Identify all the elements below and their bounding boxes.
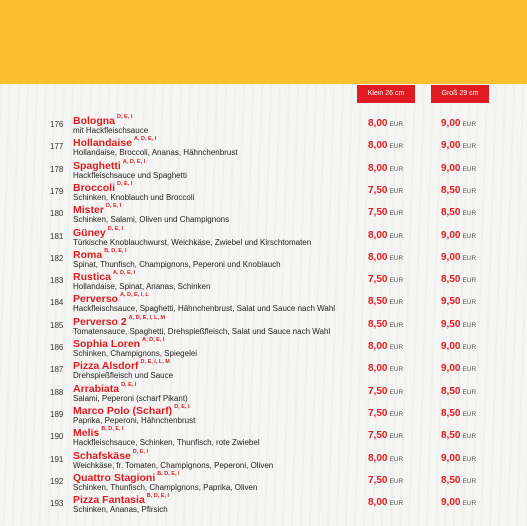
menu-item	[0, 494, 527, 516]
price-value: 8,00	[368, 452, 388, 464]
item-description: Hollandaise, Broccoli, Ananas, Hähnchenbrust	[73, 148, 238, 158]
column-header-small: Klein 26 cm	[357, 85, 415, 103]
price-currency: EUR	[389, 388, 404, 396]
item-price-small	[368, 363, 403, 374]
price-value: 9,00	[441, 497, 461, 509]
price-currency: EUR	[389, 477, 404, 485]
item-number: 186	[50, 343, 64, 352]
price-value: 9,00	[441, 162, 461, 174]
item-description: Hackfleischsauce, Spaghetti, Hähnchenbrust, Salat und Sauce nach Wahl	[73, 304, 336, 314]
price-value: 8,50	[441, 407, 461, 419]
price-currency: EUR	[462, 187, 477, 195]
price-currency: EUR	[462, 210, 477, 218]
price-value: 8,00	[368, 497, 388, 509]
price-currency: EUR	[462, 500, 477, 508]
item-price-small	[368, 274, 403, 285]
price-value: 8,50	[441, 430, 461, 442]
menu-item	[0, 137, 527, 159]
item-price-small	[368, 319, 403, 330]
item-name-text: Perverso	[73, 293, 118, 306]
item-name-text: Mister	[73, 204, 104, 217]
item-description: Hackfleischsauce und Spaghetti	[73, 170, 187, 180]
price-currency: EUR	[462, 254, 477, 262]
price-currency: EUR	[389, 277, 404, 285]
item-price-small	[368, 296, 403, 307]
menu-item	[0, 160, 527, 182]
item-description: Schinken, Thunfisch, Champignons, Paprika, Oliven	[73, 482, 258, 492]
price-currency: EUR	[389, 433, 404, 441]
item-name-text: Spaghetti	[73, 159, 121, 172]
menu-item	[0, 271, 527, 293]
item-price-large	[441, 497, 476, 508]
item-name-text: Broccoli	[73, 181, 116, 194]
price-value: 8,00	[368, 341, 388, 352]
price-currency: EUR	[389, 410, 404, 418]
price-currency: EUR	[462, 410, 477, 418]
header-band	[0, 0, 527, 84]
item-description: Spinat, Thunfisch, Champignons, Peperoni und Knoblauch	[73, 259, 281, 269]
item-name-text: Arrabiata	[73, 382, 120, 395]
item-price-small	[368, 497, 403, 508]
price-value: 8,50	[368, 296, 388, 308]
item-name-text: Schafskäse	[73, 449, 131, 462]
menu-item	[0, 293, 527, 315]
item-allergens: D, E, I	[132, 448, 149, 455]
menu-item	[0, 405, 527, 427]
item-number: 190	[50, 432, 64, 442]
price-value: 7,50	[368, 184, 388, 196]
item-description: Türkische Knoblauchwurst, Weichkäse, Zwiebel und Kirschtomaten	[73, 237, 312, 247]
price-value: 9,00	[441, 251, 461, 263]
price-currency: EUR	[389, 165, 404, 173]
price-currency: EUR	[389, 210, 404, 218]
item-price-small	[368, 118, 403, 129]
item-number: 184	[50, 298, 64, 308]
price-value: 8,50	[441, 184, 461, 196]
item-price-small	[368, 230, 403, 241]
price-value: 7,50	[368, 474, 388, 486]
item-price-small	[368, 341, 403, 352]
price-value: 9,00	[441, 140, 461, 152]
item-price-large	[441, 140, 476, 151]
price-currency: EUR	[462, 433, 477, 441]
menu-item	[0, 427, 527, 449]
price-currency: EUR	[389, 321, 404, 329]
price-value: 7,50	[368, 430, 388, 442]
item-number: 176	[50, 120, 64, 129]
item-description: Schinken, Salami, Oliven und Champignons	[73, 215, 230, 225]
item-description: Tomatensauce, Spaghetti, Drehspießfleisch, Salat und Sauce nach Wahl	[73, 326, 331, 336]
price-currency: EUR	[389, 254, 404, 262]
item-name-text: Sophia Loren	[73, 338, 141, 350]
price-value: 9,50	[441, 318, 461, 330]
price-value: 7,50	[368, 207, 388, 219]
price-currency: EUR	[389, 187, 404, 195]
price-currency: EUR	[389, 121, 404, 128]
item-description: Paprika, Peperoni, Hähnchenbrust	[73, 415, 196, 425]
item-price-small	[368, 475, 403, 486]
price-currency: EUR	[389, 366, 404, 374]
price-currency: EUR	[462, 165, 477, 173]
menu-item	[0, 472, 527, 494]
menu-item	[0, 338, 527, 360]
menu-item	[0, 316, 527, 338]
item-price-small	[368, 207, 403, 218]
item-number: 192	[50, 476, 64, 486]
item-allergens: A, D, E, I	[133, 136, 157, 143]
item-price-large	[441, 319, 476, 330]
column-header-large: Groß 29 cm	[431, 85, 489, 103]
item-description: Schinken, Knoblauch und Broccoli	[73, 192, 195, 202]
item-allergens: D, E, I	[107, 225, 123, 232]
price-value: 7,50	[368, 274, 388, 286]
price-currency: EUR	[462, 366, 477, 374]
item-price-large	[441, 453, 476, 464]
price-currency: EUR	[462, 477, 477, 485]
price-value: 8,50	[441, 274, 461, 286]
item-price-small	[368, 252, 403, 263]
item-price-small	[368, 386, 403, 397]
item-allergens: B, D, E, I	[104, 247, 127, 254]
item-allergens: B, D, E, I	[146, 493, 170, 500]
item-allergens: A, D, E, I	[112, 270, 136, 277]
item-number: 178	[50, 164, 64, 174]
item-price-small	[368, 408, 403, 419]
price-value: 7,50	[368, 407, 388, 419]
price-currency: EUR	[389, 143, 404, 151]
price-currency: EUR	[462, 299, 477, 307]
item-number: 189	[50, 409, 64, 419]
item-description: Hackfleischsauce, Schinken, Thunfisch, rote Zwiebel	[73, 438, 260, 448]
item-name-text: Marco Polo (Scharf)	[73, 404, 173, 417]
price-value: 9,00	[441, 118, 461, 129]
item-name-text: Bologna	[73, 115, 115, 127]
item-allergens: D, E, I	[117, 114, 133, 120]
item-price-large	[441, 274, 476, 285]
item-number: 181	[50, 231, 64, 241]
price-currency: EUR	[389, 500, 404, 508]
item-price-large	[441, 163, 476, 174]
price-currency: EUR	[462, 121, 477, 128]
price-currency: EUR	[462, 277, 477, 285]
price-value: 8,00	[368, 118, 388, 129]
item-description: Hollandaise, Spinat, Ananas, Schinken	[73, 282, 211, 292]
item-allergens: A, D, E, I, L	[119, 292, 149, 299]
item-description: mit Hackfleischsauce	[73, 126, 149, 135]
item-number: 182	[50, 253, 64, 263]
item-name-text: Perverso 2	[73, 315, 127, 328]
price-currency: EUR	[462, 143, 477, 151]
menu-item	[0, 182, 527, 204]
price-currency: EUR	[462, 232, 477, 240]
price-currency: EUR	[462, 455, 477, 463]
item-number: 185	[50, 320, 64, 330]
price-value: 9,00	[441, 229, 461, 241]
menu-item	[0, 249, 527, 271]
item-price-large	[441, 408, 476, 419]
item-name-text: Melis	[73, 427, 100, 440]
price-value: 9,00	[441, 452, 461, 464]
menu-item	[0, 383, 527, 405]
item-description: Weichkäse, fr. Tomaten, Champignons, Peperoni, Oliven	[73, 460, 274, 470]
item-allergens: D, E, I	[117, 180, 133, 187]
item-number: 188	[50, 387, 64, 397]
price-value: 9,50	[441, 296, 461, 308]
price-currency: EUR	[462, 388, 477, 396]
item-price-large	[441, 363, 476, 374]
price-value: 9,00	[441, 341, 461, 352]
price-currency: EUR	[389, 299, 404, 307]
item-description: Schinken, Champignons, Spiegelei	[73, 349, 198, 358]
item-allergens: D, E, I, L, M	[140, 359, 170, 366]
price-currency: EUR	[389, 455, 404, 463]
item-price-large	[441, 341, 476, 352]
item-name-text: Pizza Alsdorf	[73, 360, 139, 373]
price-value: 8,00	[368, 251, 388, 263]
item-name-text: Hollandaise	[73, 137, 132, 150]
price-value: 8,50	[368, 318, 388, 330]
item-description: Schinken, Ananas, Pfirsich	[73, 505, 168, 515]
price-currency: EUR	[462, 344, 477, 351]
price-value: 8,00	[368, 363, 388, 375]
item-allergens: B, D, E, I	[157, 470, 180, 477]
price-currency: EUR	[389, 232, 404, 240]
item-allergens: A, D, E, I, L, M	[128, 314, 166, 321]
item-allergens: B, D, E, I	[101, 426, 124, 433]
item-description: Drehspießfleisch und Sauce	[73, 371, 174, 381]
menu-item	[0, 115, 527, 137]
item-name-text: Pizza Fantasia	[73, 494, 145, 507]
menu-item	[0, 450, 527, 472]
item-number: 177	[50, 142, 64, 152]
item-price-small	[368, 163, 403, 174]
item-name-text: Quattro Stagioni	[73, 471, 156, 484]
item-name-text: Güney	[73, 226, 106, 239]
price-currency: EUR	[462, 321, 477, 329]
menu-item	[0, 227, 527, 249]
item-price-small	[368, 140, 403, 151]
item-description: Salami, Peperoni (scharf Pikant)	[73, 393, 188, 403]
price-value: 8,50	[441, 207, 461, 219]
menu-item	[0, 204, 527, 226]
item-name-text: Rustica	[73, 271, 111, 284]
item-price-large	[441, 230, 476, 241]
item-name-text: Roma	[73, 248, 103, 261]
price-value: 8,00	[368, 229, 388, 241]
menu-item	[0, 360, 527, 382]
item-allergens: A, D, E, I	[122, 158, 146, 165]
item-price-large	[441, 118, 476, 129]
item-number: 180	[50, 209, 64, 219]
item-number: 179	[50, 186, 64, 196]
item-number: 187	[50, 365, 64, 375]
item-price-large	[441, 475, 476, 486]
price-value: 8,50	[441, 474, 461, 486]
item-price-large	[441, 207, 476, 218]
item-price-small	[368, 185, 403, 196]
price-value: 8,00	[368, 140, 388, 152]
item-allergens: A, D, E, I	[142, 337, 165, 343]
price-value: 8,00	[368, 162, 388, 174]
item-price-large	[441, 430, 476, 441]
item-number: 191	[50, 454, 64, 464]
item-price-small	[368, 453, 403, 464]
item-price-small	[368, 430, 403, 441]
item-price-large	[441, 185, 476, 196]
item-price-large	[441, 386, 476, 397]
price-currency: EUR	[389, 344, 404, 351]
item-number: 183	[50, 276, 64, 286]
price-value: 7,50	[368, 385, 388, 397]
item-number: 193	[50, 499, 64, 509]
price-value: 9,00	[441, 363, 461, 375]
item-price-large	[441, 252, 476, 263]
item-allergens: D, E, I	[105, 203, 122, 210]
item-allergens: D, E, I	[121, 381, 137, 388]
item-allergens: D, E, I	[174, 403, 190, 410]
price-value: 8,50	[441, 385, 461, 397]
item-price-large	[441, 296, 476, 307]
